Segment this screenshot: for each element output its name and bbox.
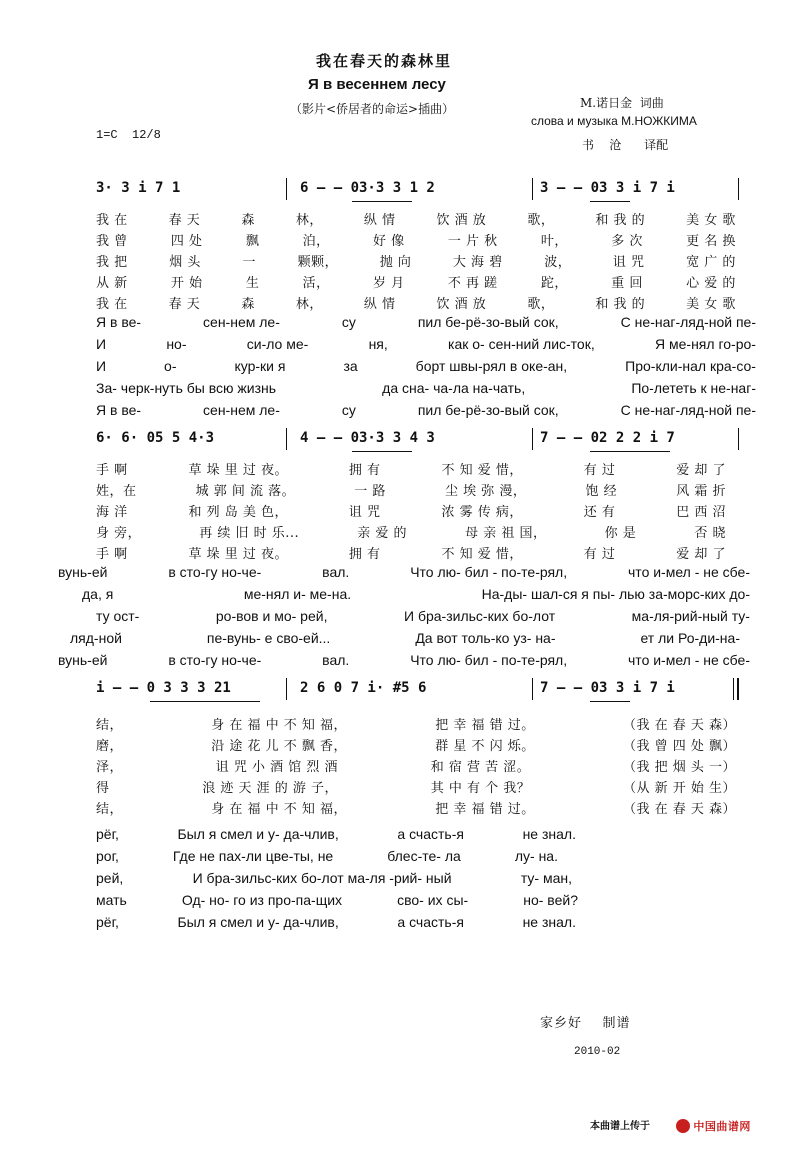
barline <box>286 678 287 700</box>
cn-lyric-2-4: 身 旁， 再 续 旧 时 乐... 亲 爱 的 母 亲 祖 国， 你 是 否 晓 <box>96 526 726 541</box>
barline <box>532 428 533 450</box>
barline <box>532 178 533 200</box>
maker-credit: 家乡好 制谱 <box>540 1016 631 1031</box>
ru-lyric-1-3: И о- кур-ки я за борт швы-рял в оке-ан, Про-кли-нал кра-со- <box>96 358 756 374</box>
measure-5: 4 – – 03·3 3 4 3 <box>300 430 435 446</box>
cn-lyric-1-2: 我 曾 四 处 飘 泊， 好 像 一 片 秋 叶， 多 次 更 名 换 <box>96 234 736 249</box>
repeat-barline <box>737 678 739 700</box>
cn-lyric-3-4: 得 浪 迹 天 涯 的 游 子， 其 中 有 个 我？ （从 新 开 始 生） <box>96 781 736 796</box>
measure-2: 6 – – 03·3 3 1 2 <box>300 180 435 196</box>
cn-lyric-2-3: 海 洋 和 列 岛 美 色， 诅 咒 浓 雾 传 病， 还 有 巴 西 沼 <box>96 505 726 520</box>
site-logo-icon <box>676 1119 690 1133</box>
ru-lyric-1-1: Я в ве- сен-нем ле- су пил бе-рё-зо-вый сок, С не-наг-ляд-ной пе- <box>96 314 756 330</box>
cn-lyric-2-5: 手 啊 草 垛 里 过 夜。 拥 有 不 知 爱 惜， 有 过 爱 却 了 <box>96 547 726 562</box>
beam <box>590 201 630 202</box>
beam <box>352 451 412 452</box>
beam <box>590 701 630 702</box>
ru-lyric-2-2: да, я ме-нял и- ме-на. На-ды- шал-ся я пы- лью за-морс-ких до- <box>82 586 750 602</box>
measure-9: 7 – – 03 3 i 7 i <box>540 680 675 696</box>
barline <box>733 678 734 700</box>
barline <box>738 178 739 200</box>
beam <box>352 201 412 202</box>
measure-1: 3· 3 i 7 1 <box>96 180 181 196</box>
russian-credit: слова и музыка М.НОЖКИМА <box>531 114 697 128</box>
key-signature: 1=C 12/8 <box>96 128 161 142</box>
ru-lyric-3-3: рей, И бра-зильс-ких бо-лот ма-ля -рий- ный ту- ман, <box>96 870 572 886</box>
upload-text: 本曲谱上传于 <box>590 1121 650 1132</box>
ru-lyric-1-4: За- черк-нуть бы всю жизнь да сна- ча-ла на-чать, По-лететь к не-наг- <box>96 380 756 396</box>
cn-lyric-1-1: 我 在 春 天 森 林， 纵 情 饮 酒 放 歌， 和 我 的 美 女 歌 <box>96 213 736 228</box>
measure-4: 6· 6· 05 5 4·3 <box>96 430 215 446</box>
translator-credit: 书 沧 译配 <box>582 138 669 152</box>
ru-lyric-2-3: ту ост- ро-вов и мо- рей, И бра-зильс-ких бо-лот ма-ля-рий-ный ту- <box>96 608 750 624</box>
barline <box>738 428 739 450</box>
cn-lyric-2-1: 手 啊 草 垛 里 过 夜。 拥 有 不 知 爱 惜， 有 过 爱 却 了 <box>96 463 726 478</box>
cn-lyric-3-3: 泽， 诅 咒 小 酒 馆 烈 酒 和 宿 营 苦 涩。 （我 把 烟 头 一） <box>96 760 736 775</box>
cn-lyric-3-5: 结， 身 在 福 中 不 知 福， 把 幸 福 错 过。 （我 在 春 天 森） <box>96 802 736 817</box>
cn-lyric-1-4: 从 新 开 始 生 活， 岁 月 不 再 蹉 跎， 重 回 心 爱 的 <box>96 276 736 291</box>
site-name: 中国曲谱网 <box>693 1121 751 1133</box>
cn-lyric-1-5: 我 在 春 天 森 林， 纵 情 饮 酒 放 歌， 和 我 的 美 女 歌 <box>96 297 736 312</box>
barline <box>286 178 287 200</box>
title-chinese: 我在春天的森林里 <box>316 52 453 70</box>
ru-lyric-2-5: вунь-ей в сто-гу но-че- вал. Что лю- бил - по-те-рял, что и-мел - не сбе- <box>58 652 750 668</box>
measure-8: 2 6 0 7 i· #5 6 <box>300 680 427 696</box>
ru-lyric-3-4: мать Од- но- го из про-па-щих сво- их сы- но- вей? <box>96 892 578 908</box>
ru-lyric-3-1: рёг, Был я смел и у- да-члив, а счасть-я не знал. <box>96 826 576 842</box>
cn-lyric-2-2: 姓，在 城 郭 间 流 落。 一 路 尘 埃 弥 漫， 饱 经 风 霜 折 <box>96 484 726 499</box>
ru-lyric-1-5: Я в ве- сен-нем ле- су пил бе-рё-зо-вый сок, С не-наг-ляд-ной пе- <box>96 402 756 418</box>
title-russian: Я в весеннем лесу <box>308 76 446 93</box>
lyricist-credit: M.诺日金 词曲 <box>580 96 664 110</box>
cn-lyric-1-3: 我 把 烟 头 一 颗颗， 抛 向 大 海 碧 波， 诅 咒 宽 广 的 <box>96 255 736 270</box>
ru-lyric-1-2: И но- си-ло ме- ня, как о- сен-ний лис-ток, Я ме-нял го-ро- <box>96 336 756 352</box>
ru-lyric-3-5: рёг, Был я смел и у- да-члив, а счасть-я не знал. <box>96 914 576 930</box>
date: 2010-02 <box>574 1046 621 1058</box>
measure-6: 7 – – 02 2 2 i 7 <box>540 430 675 446</box>
measure-3: 3 – – 03 3 i 7 i <box>540 180 675 196</box>
beam <box>590 451 670 452</box>
site-logo[interactable] <box>656 1096 751 1153</box>
beam <box>150 701 260 702</box>
barline <box>286 428 287 450</box>
cn-lyric-3-2: 磨， 沿 途 花 儿 不 飘 香， 群 星 不 闪 烁。 （我 曾 四 处 飘） <box>96 739 736 754</box>
ru-lyric-2-1: вунь-ей в сто-гу но-че- вал. Что лю- бил - по-те-рял, что и-мел - не сбе- <box>58 564 750 580</box>
cn-lyric-3-1: 结， 身 在 福 中 不 知 福， 把 幸 福 错 过。 （我 在 春 天 森） <box>96 718 736 733</box>
footer <box>590 1096 751 1153</box>
ru-lyric-2-4: ляд-ной пе-вунь- е сво-ей... Да вот толь-ко уз- на- ет ли Ро-ди-на- <box>70 630 740 646</box>
ru-lyric-3-2: рог, Где не пах-ли цве-ты, не блес-те- ла лу- на. <box>96 848 558 864</box>
barline <box>532 678 533 700</box>
subtitle: （影片<侨居者的命运>插曲） <box>290 102 455 116</box>
measure-7: i – – 0 3 3 3 21 <box>96 680 231 696</box>
